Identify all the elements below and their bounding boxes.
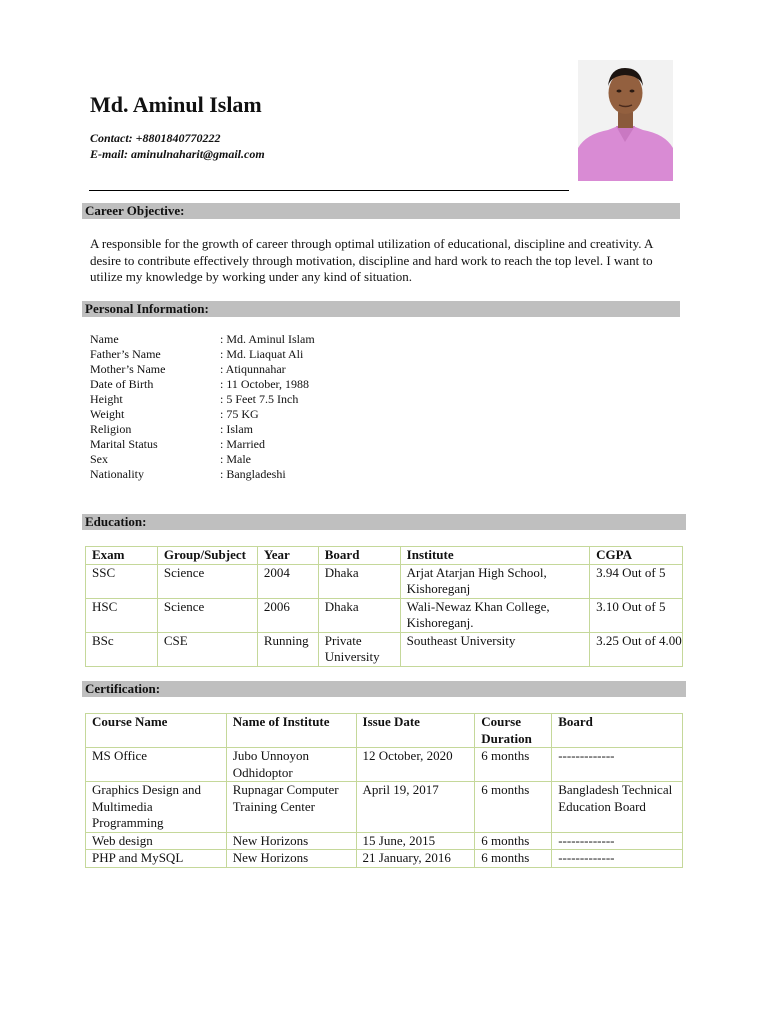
table-cell: New Horizons: [226, 832, 356, 850]
table-cell: Web design: [86, 832, 227, 850]
column-header: Board: [552, 714, 683, 748]
table-cell: 3.25 Out of 4.00: [590, 632, 683, 666]
personal-value: : 5 Feet 7.5 Inch: [220, 392, 299, 406]
personal-information-list: [90, 332, 315, 482]
certification-table: [85, 713, 683, 868]
table-cell: CSE: [157, 632, 257, 666]
personal-row: [90, 347, 315, 362]
table-cell: Graphics Design and Multimedia Programming: [86, 782, 227, 833]
table-row: [86, 748, 683, 782]
table-cell: Dhaka: [318, 564, 400, 598]
column-header: Institute: [400, 547, 590, 565]
column-header: Year: [257, 547, 318, 565]
education-header-row: [86, 547, 683, 565]
column-header: Board: [318, 547, 400, 565]
personal-value: : Bangladeshi: [220, 467, 286, 481]
personal-row: [90, 467, 315, 482]
table-cell: 2006: [257, 598, 318, 632]
table-cell: 6 months: [475, 748, 552, 782]
personal-label: Date of Birth: [90, 377, 154, 391]
personal-row: [90, 377, 315, 392]
table-row: [86, 850, 683, 868]
table-row: [86, 782, 683, 833]
table-row: [86, 832, 683, 850]
contact-email: E-mail: aminulnaharit@gmail.com: [90, 147, 265, 161]
contact-block: [90, 130, 265, 162]
personal-value: : 11 October, 1988: [220, 377, 310, 391]
table-cell: 6 months: [475, 782, 552, 833]
table-cell: 15 June, 2015: [356, 832, 475, 850]
personal-label: Name: [90, 332, 119, 346]
profile-photo: [578, 60, 673, 181]
table-cell: PHP and MySQL: [86, 850, 227, 868]
personal-label: Religion: [90, 422, 132, 436]
table-cell: BSc: [86, 632, 158, 666]
career-objective-heading: Career Objective:: [82, 203, 680, 219]
table-cell: Running: [257, 632, 318, 666]
table-cell: 12 October, 2020: [356, 748, 475, 782]
personal-row: [90, 422, 315, 437]
personal-label: Father’s Name: [90, 347, 161, 361]
personal-value: : Islam: [220, 422, 253, 436]
column-header: Course Name: [86, 714, 227, 748]
table-cell: 3.10 Out of 5: [590, 598, 683, 632]
personal-label: Weight: [90, 407, 125, 421]
personal-value: : Male: [220, 452, 251, 466]
table-cell: New Horizons: [226, 850, 356, 868]
personal-label: Marital Status: [90, 437, 158, 451]
personal-information-heading: Personal Information:: [82, 301, 680, 317]
table-cell: MS Office: [86, 748, 227, 782]
personal-value: : Married: [220, 437, 265, 451]
table-cell: HSC: [86, 598, 158, 632]
table-cell: Bangladesh Technical Education Board: [552, 782, 683, 833]
personal-value: : Md. Liaquat Ali: [220, 347, 304, 361]
column-header: Name of Institute: [226, 714, 356, 748]
table-cell: Private University: [318, 632, 400, 666]
personal-label: Mother’s Name: [90, 362, 166, 376]
certification-header-row: [86, 714, 683, 748]
table-cell: 3.94 Out of 5: [590, 564, 683, 598]
personal-label: Height: [90, 392, 123, 406]
education-heading: Education:: [82, 514, 686, 530]
personal-label: Sex: [90, 452, 108, 466]
personal-value: : 75 KG: [220, 407, 259, 421]
personal-row: [90, 362, 315, 377]
table-cell: Science: [157, 598, 257, 632]
personal-row: [90, 407, 315, 422]
table-cell: Wali-Newaz Khan College, Kishoreganj.: [400, 598, 590, 632]
personal-label: Nationality: [90, 467, 144, 481]
personal-value: : Md. Aminul Islam: [220, 332, 315, 346]
personal-row: [90, 437, 315, 452]
candidate-name: Md. Aminul Islam: [90, 92, 262, 117]
table-cell: 2004: [257, 564, 318, 598]
column-header: Issue Date: [356, 714, 475, 748]
table-cell: 6 months: [475, 850, 552, 868]
table-cell: -------------: [552, 748, 683, 782]
table-cell: Rupnagar Computer Training Center: [226, 782, 356, 833]
contact-phone: Contact: +8801840770222: [90, 131, 221, 145]
table-cell: Jubo Unnoyon Odhidoptor: [226, 748, 356, 782]
table-row: [86, 564, 683, 598]
personal-row: [90, 452, 315, 467]
header-divider: [89, 190, 569, 191]
table-cell: Dhaka: [318, 598, 400, 632]
table-cell: April 19, 2017: [356, 782, 475, 833]
column-header: CGPA: [590, 547, 683, 565]
table-cell: 6 months: [475, 832, 552, 850]
table-cell: -------------: [552, 832, 683, 850]
personal-row: [90, 392, 315, 407]
column-header: Course Duration: [475, 714, 552, 748]
table-row: [86, 598, 683, 632]
personal-value: : Atiqunnahar: [220, 362, 286, 376]
personal-row: [90, 332, 315, 347]
table-cell: -------------: [552, 850, 683, 868]
table-cell: Science: [157, 564, 257, 598]
table-cell: Southeast University: [400, 632, 590, 666]
table-cell: SSC: [86, 564, 158, 598]
education-table: [85, 546, 683, 667]
column-header: Group/Subject: [157, 547, 257, 565]
table-cell: Arjat Atarjan High School, Kishoreganj: [400, 564, 590, 598]
column-header: Exam: [86, 547, 158, 565]
certification-heading: Certification:: [82, 681, 686, 697]
table-cell: 21 January, 2016: [356, 850, 475, 868]
table-row: [86, 632, 683, 666]
career-objective-text: A responsible for the growth of career through optimal utilization of educational, discipline and creativity. A desire to contribute effectively through motivation, discipline and hard work to reach the top level. I want to utilize my knowledge by working under any kind of situation.: [90, 236, 653, 284]
